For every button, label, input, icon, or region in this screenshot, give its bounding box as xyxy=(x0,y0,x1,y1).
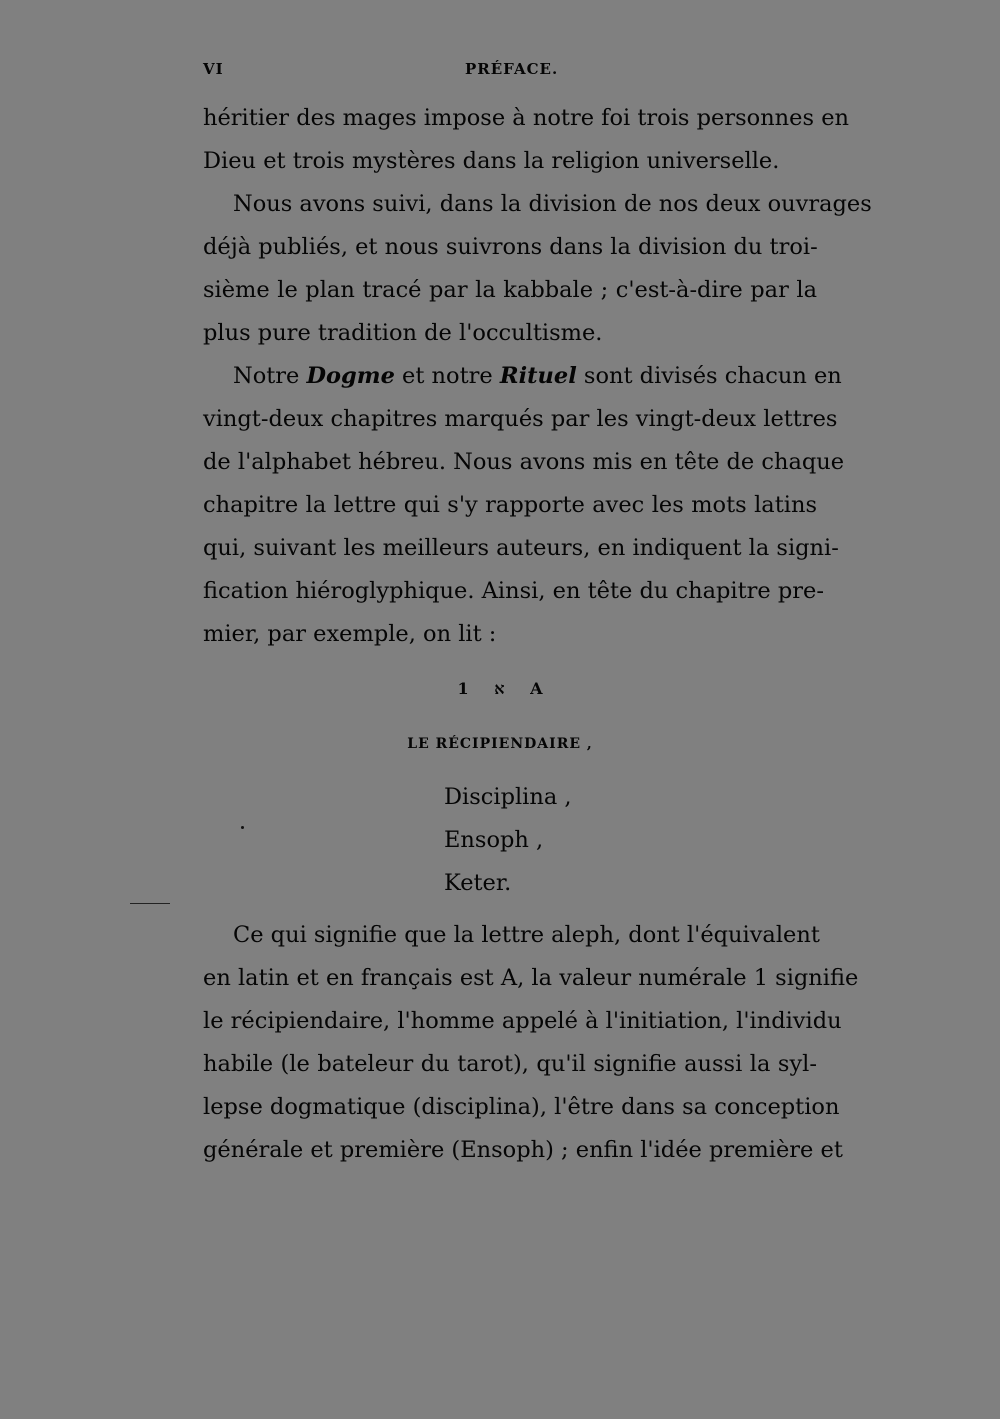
text-line: Nous avons suivi, dans la division de nos deux ouvrages xyxy=(233,191,872,217)
latin-word: Ensoph , xyxy=(444,827,544,853)
text-line-mixed xyxy=(203,355,842,398)
text-line: plus pure tradition de l'occultisme. xyxy=(203,320,603,346)
text-fragment: et notre xyxy=(402,363,493,389)
latin-word: Disciplina , xyxy=(444,784,572,810)
margin-mark xyxy=(130,903,170,904)
letter-number: 1 xyxy=(457,679,469,698)
text-line: le récipiendaire, l'homme appelé à l'initiation, l'individu xyxy=(203,1008,842,1034)
text-line: fication hiéroglyphique. Ainsi, en tête du chapitre pre- xyxy=(203,578,824,604)
text-line: sième le plan tracé par la kabbale ; c'est-à-dire par la xyxy=(203,277,817,303)
text-line: déjà publiés, et nous suivrons dans la division du troi- xyxy=(203,234,818,260)
text-block-bottom xyxy=(203,914,859,1172)
latin-words-list xyxy=(444,776,572,905)
page-number: VI xyxy=(203,60,224,78)
text-line: habile (le bateleur du tarot), qu'il signifie aussi la syl- xyxy=(203,1051,817,1077)
text-line: mier, par exemple, on lit : xyxy=(203,621,497,647)
text-line: qui, suivant les meilleurs auteurs, en indiquent la signi- xyxy=(203,535,839,561)
text-line: en latin et en français est A, la valeur numérale 1 signifie xyxy=(203,965,859,991)
title-rituel: Rituel xyxy=(499,363,577,389)
text-line: Dieu et trois mystères dans la religion universelle. xyxy=(203,148,780,174)
text-block-top xyxy=(203,97,872,656)
text-fragment: sont divisés chacun en xyxy=(583,363,842,389)
text-line: héritier des mages impose à notre foi trois personnes en xyxy=(203,105,849,131)
text-line: Ce qui signifie que la lettre aleph, dont l'équivalent xyxy=(233,922,820,948)
page-header xyxy=(203,60,815,86)
text-line: de l'alphabet hébreu. Nous avons mis en tête de chaque xyxy=(203,449,845,475)
letter-heading xyxy=(0,679,1000,699)
ink-speck xyxy=(241,826,244,829)
text-line: chapitre la lettre qui s'y rapporte avec les mots latins xyxy=(203,492,817,518)
latin-letter: A xyxy=(530,679,543,698)
running-title: PRÉFACE. xyxy=(465,60,559,78)
title-dogme: Dogme xyxy=(306,363,395,389)
text-fragment: Notre xyxy=(233,363,300,389)
latin-word: Keter. xyxy=(444,870,512,896)
text-line: lepse dogmatique (disciplina), l'être dans sa conception xyxy=(203,1094,840,1120)
text-line: vingt-deux chapitres marqués par les vingt-deux lettres xyxy=(203,406,838,432)
entry-title: LE RÉCIPIENDAIRE , xyxy=(407,736,593,752)
text-line: générale et première (Ensoph) ; enfin l'idée première et xyxy=(203,1137,843,1163)
hebrew-letter: א xyxy=(494,679,505,698)
